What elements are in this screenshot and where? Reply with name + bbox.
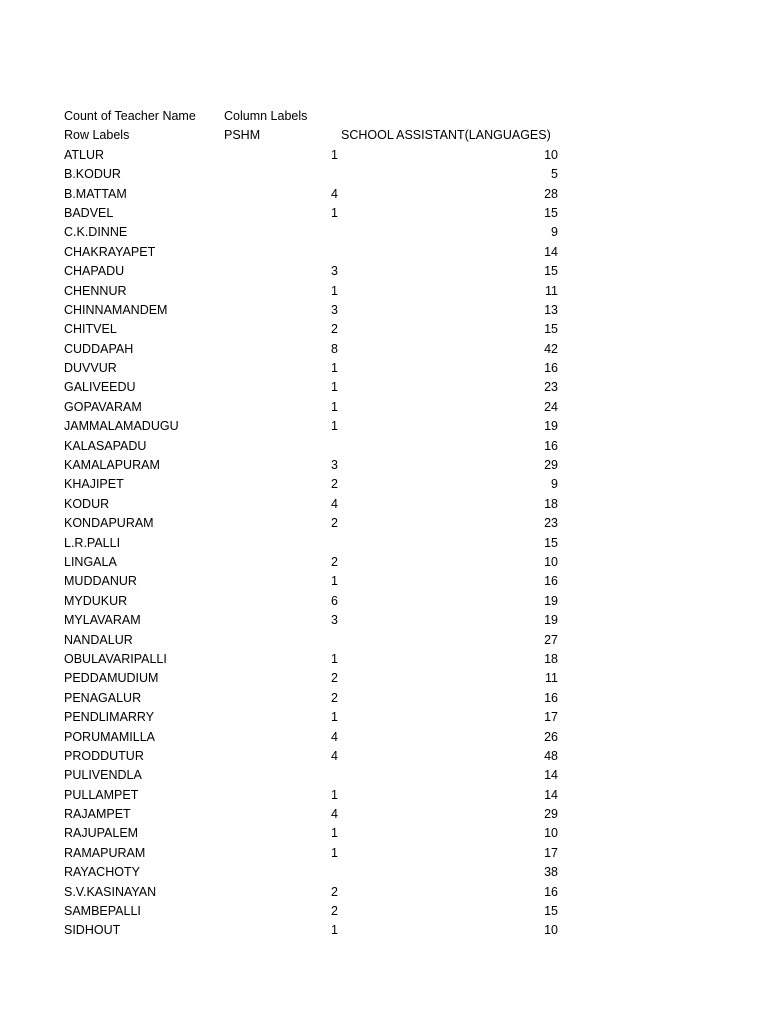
row-label-cell: OBULAVARIPALLI: [64, 651, 167, 666]
pivot-body: [64, 146, 558, 941]
school-assistant-languages-count-cell: 15: [544, 205, 558, 220]
row-label-cell: NANDALUR: [64, 632, 133, 647]
table-row: [64, 223, 558, 242]
school-assistant-languages-count-cell: 19: [544, 613, 558, 628]
school-assistant-languages-count-cell: 15: [544, 322, 558, 337]
pshm-count-cell: [224, 223, 341, 242]
pshm-count-cell: 1: [331, 787, 338, 802]
table-row: [64, 359, 558, 378]
pshm-count-cell: [224, 766, 341, 785]
row-label-cell: PEDDAMUDIUM: [64, 671, 159, 686]
school-assistant-languages-count-cell: 16: [544, 438, 558, 453]
column-header-pshm: PSHM: [224, 128, 261, 143]
row-label-cell: DUVVUR: [64, 361, 117, 376]
row-label-cell: MYDUKUR: [64, 593, 128, 608]
school-assistant-languages-count-cell: 24: [544, 399, 558, 414]
row-label-cell: PULIVENDLA: [64, 768, 142, 783]
row-label-cell: PRODDUTUR: [64, 748, 144, 763]
school-assistant-languages-count-cell: 29: [544, 458, 558, 473]
row-label-cell: CUDDAPAH: [64, 341, 134, 356]
table-row: [64, 728, 558, 747]
pivot-column-header-row: [64, 126, 558, 145]
school-assistant-languages-count-cell: 9: [551, 225, 558, 240]
pshm-count-cell: 2: [331, 904, 338, 919]
pshm-count-cell: 2: [331, 516, 338, 531]
row-label-cell: B.KODUR: [64, 167, 121, 182]
pshm-count-cell: 1: [331, 845, 338, 860]
row-label-cell: CHINNAMANDEM: [64, 302, 168, 317]
table-row: [64, 921, 558, 940]
pshm-count-cell: [224, 165, 341, 184]
pshm-count-cell: [224, 863, 341, 882]
pshm-count-cell: 8: [331, 341, 338, 356]
row-label-cell: LINGALA: [64, 554, 117, 569]
table-row: [64, 844, 558, 863]
table-row: [64, 824, 558, 843]
pshm-count-cell: [224, 243, 341, 262]
table-row: [64, 902, 558, 921]
table-row: [64, 689, 558, 708]
table-row: [64, 185, 558, 204]
table-row: [64, 146, 558, 165]
pshm-count-cell: 1: [331, 205, 338, 220]
school-assistant-languages-count-cell: 10: [544, 923, 558, 938]
table-row: [64, 747, 558, 766]
school-assistant-languages-count-cell: 18: [544, 651, 558, 666]
table-row: [64, 301, 558, 320]
pshm-count-cell: 2: [331, 690, 338, 705]
pshm-count-cell: 1: [331, 361, 338, 376]
school-assistant-languages-count-cell: 14: [544, 768, 558, 783]
pshm-count-cell: 1: [331, 826, 338, 841]
row-label-cell: CHAPADU: [64, 264, 125, 279]
table-row: [64, 650, 558, 669]
table-row: [64, 766, 558, 785]
row-labels-caption: Row Labels: [64, 128, 130, 143]
school-assistant-languages-count-cell: 11: [545, 283, 558, 298]
row-label-cell: JAMMALAMADUGU: [64, 419, 179, 434]
header-spacer: [341, 107, 558, 126]
table-row: [64, 165, 558, 184]
row-label-cell: RAJUPALEM: [64, 826, 139, 841]
row-label-cell: PENAGALUR: [64, 690, 142, 705]
row-label-cell: KONDAPURAM: [64, 516, 154, 531]
pshm-count-cell: 3: [331, 458, 338, 473]
pshm-count-cell: 3: [331, 302, 338, 317]
pivot-header-row: [64, 107, 558, 126]
pshm-count-cell: 4: [331, 807, 338, 822]
table-row: [64, 262, 558, 281]
row-label-cell: ATLUR: [64, 147, 105, 162]
school-assistant-languages-count-cell: 29: [544, 807, 558, 822]
school-assistant-languages-count-cell: 14: [544, 787, 558, 802]
row-label-cell: MUDDANUR: [64, 574, 137, 589]
row-label-cell: CHAKRAYAPET: [64, 244, 156, 259]
table-row: [64, 495, 558, 514]
row-label-cell: SAMBEPALLI: [64, 904, 141, 919]
pshm-count-cell: [224, 437, 341, 456]
table-row: [64, 320, 558, 339]
school-assistant-languages-count-cell: 27: [544, 632, 558, 647]
pshm-count-cell: 2: [331, 884, 338, 899]
school-assistant-languages-count-cell: 16: [544, 884, 558, 899]
table-row: [64, 378, 558, 397]
row-label-cell: KODUR: [64, 496, 110, 511]
row-label-cell: RAYACHOTY: [64, 865, 140, 880]
row-label-cell: PORUMAMILLA: [64, 729, 155, 744]
pshm-count-cell: 1: [331, 651, 338, 666]
table-row: [64, 553, 558, 572]
pshm-count-cell: [224, 534, 341, 553]
row-label-cell: GALIVEEDU: [64, 380, 136, 395]
school-assistant-languages-count-cell: 5: [551, 167, 558, 182]
table-row: [64, 592, 558, 611]
school-assistant-languages-count-cell: 17: [544, 710, 558, 725]
school-assistant-languages-count-cell: 23: [544, 380, 558, 395]
row-label-cell: CHITVEL: [64, 322, 117, 337]
school-assistant-languages-count-cell: 17: [544, 845, 558, 860]
school-assistant-languages-count-cell: 38: [544, 865, 558, 880]
pshm-count-cell: [224, 631, 341, 650]
school-assistant-languages-count-cell: 18: [544, 496, 558, 511]
row-label-cell: KALASAPADU: [64, 438, 147, 453]
row-label-cell: RAJAMPET: [64, 807, 131, 822]
table-row: [64, 611, 558, 630]
row-label-cell: RAMAPURAM: [64, 845, 146, 860]
table-row: [64, 631, 558, 650]
school-assistant-languages-count-cell: 9: [551, 477, 558, 492]
school-assistant-languages-count-cell: 11: [545, 671, 558, 686]
school-assistant-languages-count-cell: 13: [544, 302, 558, 317]
table-row: [64, 786, 558, 805]
value-field-label: Count of Teacher Name: [64, 109, 196, 123]
table-row: [64, 243, 558, 262]
school-assistant-languages-count-cell: 23: [544, 516, 558, 531]
table-row: [64, 708, 558, 727]
table-row: [64, 204, 558, 223]
school-assistant-languages-count-cell: 19: [544, 593, 558, 608]
pshm-count-cell: 2: [331, 554, 338, 569]
pshm-count-cell: 1: [331, 419, 338, 434]
table-row: [64, 883, 558, 902]
table-row: [64, 417, 558, 436]
table-row: [64, 282, 558, 301]
pshm-count-cell: 1: [331, 283, 338, 298]
pshm-count-cell: 1: [331, 147, 338, 162]
pshm-count-cell: 1: [331, 574, 338, 589]
school-assistant-languages-count-cell: 16: [544, 690, 558, 705]
row-label-cell: KAMALAPURAM: [64, 458, 160, 473]
school-assistant-languages-count-cell: 14: [544, 244, 558, 259]
table-row: [64, 398, 558, 417]
table-row: [64, 514, 558, 533]
row-label-cell: PULLAMPET: [64, 787, 139, 802]
pshm-count-cell: 4: [331, 496, 338, 511]
table-row: [64, 475, 558, 494]
school-assistant-languages-count-cell: 15: [544, 904, 558, 919]
row-label-cell: GOPAVARAM: [64, 399, 142, 414]
table-row: [64, 669, 558, 688]
row-label-cell: CHENNUR: [64, 283, 127, 298]
pivot-table: [64, 107, 558, 941]
row-label-cell: MYLAVARAM: [64, 613, 141, 628]
school-assistant-languages-count-cell: 10: [544, 826, 558, 841]
row-label-cell: KHAJIPET: [64, 477, 124, 492]
school-assistant-languages-count-cell: 48: [544, 748, 558, 763]
pshm-count-cell: 1: [331, 923, 338, 938]
pshm-count-cell: 4: [331, 186, 338, 201]
pshm-count-cell: 4: [331, 748, 338, 763]
school-assistant-languages-count-cell: 16: [544, 574, 558, 589]
pshm-count-cell: 1: [331, 399, 338, 414]
table-row: [64, 437, 558, 456]
table-row: [64, 863, 558, 882]
row-label-cell: B.MATTAM: [64, 186, 127, 201]
pshm-count-cell: 3: [331, 613, 338, 628]
school-assistant-languages-count-cell: 10: [544, 554, 558, 569]
pshm-count-cell: 1: [331, 380, 338, 395]
pshm-count-cell: 2: [331, 322, 338, 337]
pshm-count-cell: 3: [331, 264, 338, 279]
row-label-cell: C.K.DINNE: [64, 225, 128, 240]
table-row: [64, 340, 558, 359]
column-labels-caption: Column Labels: [224, 109, 308, 123]
school-assistant-languages-count-cell: 15: [544, 535, 558, 550]
pshm-count-cell: 1: [331, 710, 338, 725]
pshm-count-cell: 4: [331, 729, 338, 744]
table-row: [64, 456, 558, 475]
row-label-cell: SIDHOUT: [64, 923, 121, 938]
table-row: [64, 805, 558, 824]
school-assistant-languages-count-cell: 42: [544, 341, 558, 356]
school-assistant-languages-count-cell: 26: [544, 729, 558, 744]
school-assistant-languages-count-cell: 28: [544, 186, 558, 201]
pshm-count-cell: 2: [331, 671, 338, 686]
table-row: [64, 572, 558, 591]
pshm-count-cell: 6: [331, 593, 338, 608]
row-label-cell: PENDLIMARRY: [64, 710, 155, 725]
row-label-cell: L.R.PALLI: [64, 535, 121, 550]
school-assistant-languages-count-cell: 19: [544, 419, 558, 434]
row-label-cell: S.V.KASINAYAN: [64, 884, 157, 899]
column-header-school-assistant-languages: SCHOOL ASSISTANT(LANGUAGES): [341, 128, 551, 143]
school-assistant-languages-count-cell: 16: [544, 361, 558, 376]
school-assistant-languages-count-cell: 15: [544, 264, 558, 279]
pshm-count-cell: 2: [331, 477, 338, 492]
school-assistant-languages-count-cell: 10: [544, 147, 558, 162]
row-label-cell: BADVEL: [64, 205, 114, 220]
table-row: [64, 534, 558, 553]
